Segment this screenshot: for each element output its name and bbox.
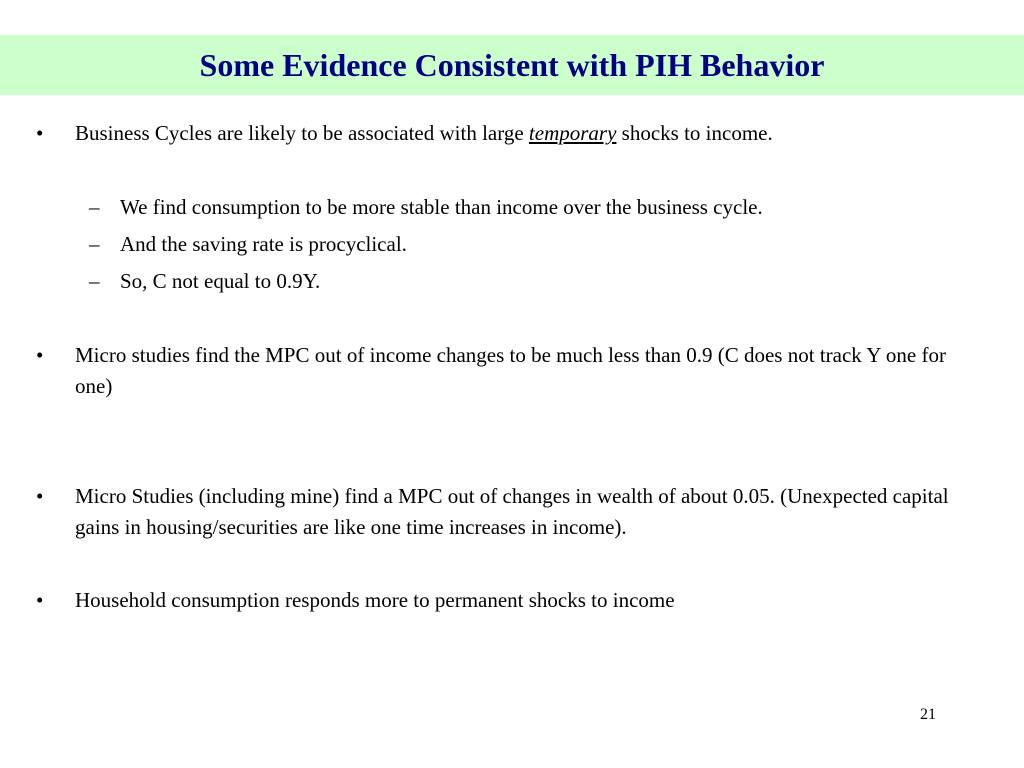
sub-bullet-text: And the saving rate is procyclical.	[120, 232, 407, 256]
slide-title: Some Evidence Consistent with PIH Behavior	[199, 47, 825, 83]
sub-bullet-marker: –	[89, 232, 100, 256]
bullet-marker: •	[36, 484, 44, 508]
sub-bullet-text: We find consumption to be more stable than income over the business cycle.	[120, 195, 763, 219]
sub-bullet-text: So, C not equal to 0.9Y.	[120, 269, 321, 293]
bullet-text-after: shocks to income.	[616, 121, 773, 145]
bullet-text: Household consumption responds more to permanent shocks to income	[75, 588, 675, 612]
emphasis-temporary: temporary	[528, 121, 617, 145]
bullet-text: Micro studies find the MPC out of income changes to be much less than 0.9 (C does not track Y one for one)	[75, 343, 946, 398]
bullet-text	[75, 118, 975, 149]
bullet-text-before: Business Cycles are likely to be associated with large	[75, 121, 529, 145]
bullet-text: Micro Studies (including mine) find a MPC out of changes in wealth of about 0.05. (Unexpected capital gains in housing/securities are like one time increases in income).	[75, 484, 949, 539]
bullet-marker: •	[36, 343, 44, 367]
bullet-marker: •	[36, 121, 44, 145]
sub-bullet-marker: –	[89, 195, 100, 219]
bullet-marker: •	[36, 588, 44, 612]
sub-bullet-marker: –	[89, 269, 100, 293]
page-number: 21	[920, 706, 936, 723]
